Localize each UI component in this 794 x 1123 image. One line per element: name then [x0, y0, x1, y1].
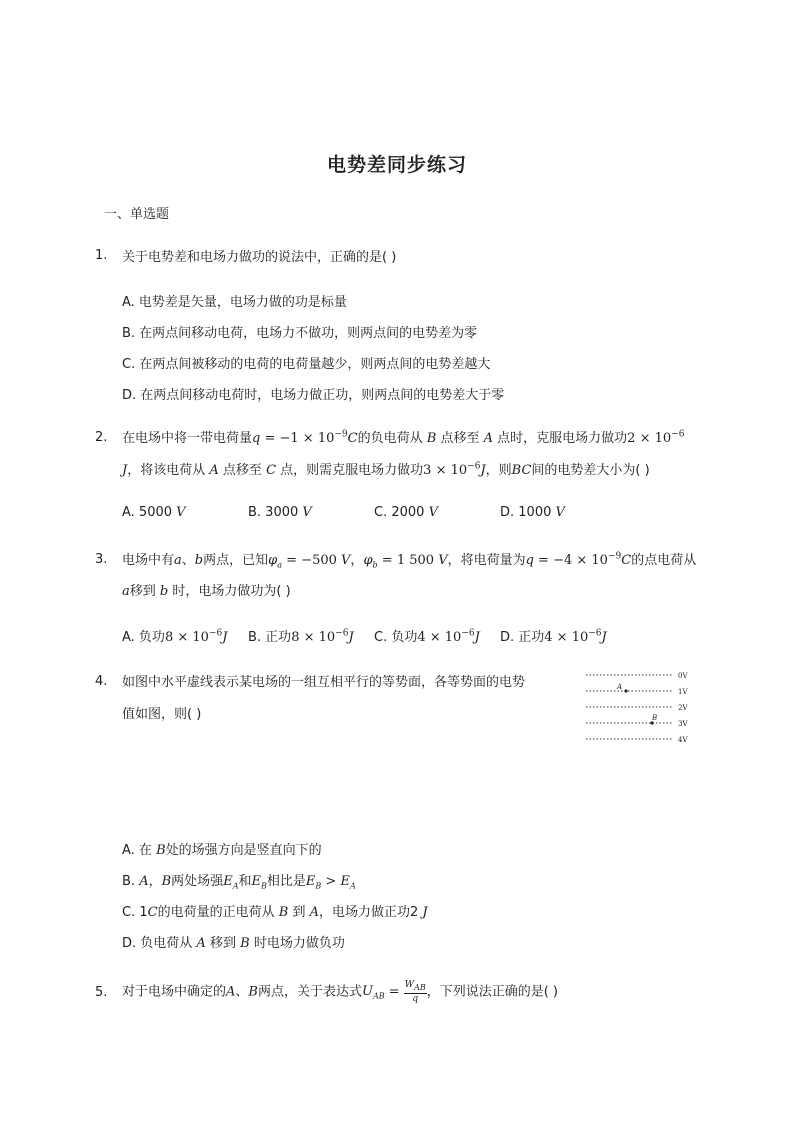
question-4-option-d: D. 负电荷从 A 移到 B 时电场力做负功 [122, 936, 345, 951]
label-1v: 1V [678, 688, 688, 696]
question-4-option-c: C. 1C的电荷量的正电荷从 B 到 A，电场力做正功2 J [122, 905, 428, 920]
question-3-option-a: A. 负功$8 \times 10^{-6}J$ [122, 628, 228, 645]
page-title: 电势差同步练习 [326, 154, 467, 176]
label-4v: 4V [678, 736, 688, 744]
question-2-number: 2. [95, 430, 108, 445]
question-2-option-a: A. 5000 V [122, 505, 186, 520]
question-4-number: 4. [95, 674, 108, 689]
question-3-number: 3. [95, 552, 108, 567]
question-2-line-2: J，将该电荷从 A 点移至 C 点，则需克服电场力做功$3 \times 10^{-6}J$，则BC间的电势差大小为( ) [122, 461, 650, 478]
question-2-line-1: 在电场中将一带电荷量$q = -1 \times 10^{-9}C$的负电荷从 B 点移至 A 点时，克服电场力做功$2 \times 10^{-6}$ [122, 429, 685, 446]
question-2-option-b: B. 3000 V [248, 505, 312, 520]
question-5-text: 对于电场中确定的A、B两点，关于表达式$U_{AB}$ = $\frac{W_{AB}}{q}$ ，下列说法正确的是( ) [122, 980, 558, 1004]
question-5-number: 5. [95, 985, 108, 1000]
label-3v: 3V [678, 720, 688, 728]
label-0v: 0V [678, 672, 688, 680]
question-1-option-d: D. 在两点间移动电荷时，电场力做正功，则两点间的电势差大于零 [122, 388, 505, 403]
question-3-option-c: C. 负功$4 \times 10^{-6}J$ [374, 628, 480, 645]
point-a-dot [624, 689, 627, 692]
question-4-line-2: 值如图，则( ) [122, 707, 202, 722]
point-b-label: B [652, 714, 658, 722]
question-4-option-b: B. A，B两处场强$E_A$和$E_B$相比是$E_B > E_A$ [122, 874, 356, 891]
question-4-option-a: A. 在 B处的场强方向是竖直向下的 [122, 843, 322, 858]
question-1-number: 1. [95, 248, 108, 263]
equipotential-figure [580, 664, 700, 748]
question-1-option-c: C. 在两点间被移动的电荷的电荷量越少，则两点间的电势差越大 [122, 357, 491, 372]
point-a-label: A [617, 683, 623, 691]
label-2v: 2V [678, 704, 688, 712]
question-2-option-c: C. 2000 V [374, 505, 438, 520]
question-2-option-d: D. 1000 V [500, 505, 565, 520]
question-3-line-1: 电场中有a、b两点，已知$\varphi_a = -500$ V，$\varphi_b = 1$ 500 V，将电荷量为$q = -4 \times 10^{-9}C$的点电荷从 [122, 551, 697, 570]
question-1-option-a: A. 电势差是矢量，电场力做的功是标量 [122, 295, 347, 310]
question-4-line-1: 如图中水平虚线表示某电场的一组互相平行的等势面，各等势面的电势 [122, 675, 526, 690]
question-1-option-b: B. 在两点间移动电荷，电场力不做功，则两点间的电势差为零 [122, 326, 478, 341]
question-3-option-b: B. 正功$8 \times 10^{-6}J$ [248, 628, 354, 645]
question-3-line-2: a移到 b 时，电场力做功为( ) [122, 584, 291, 599]
question-3-option-d: D. 正功$4 \times 10^{-6}J$ [500, 628, 607, 645]
question-1-text: 关于电势差和电场力做功的说法中，正确的是( ) [122, 250, 397, 265]
section-heading: 一、单选题 [104, 207, 170, 222]
